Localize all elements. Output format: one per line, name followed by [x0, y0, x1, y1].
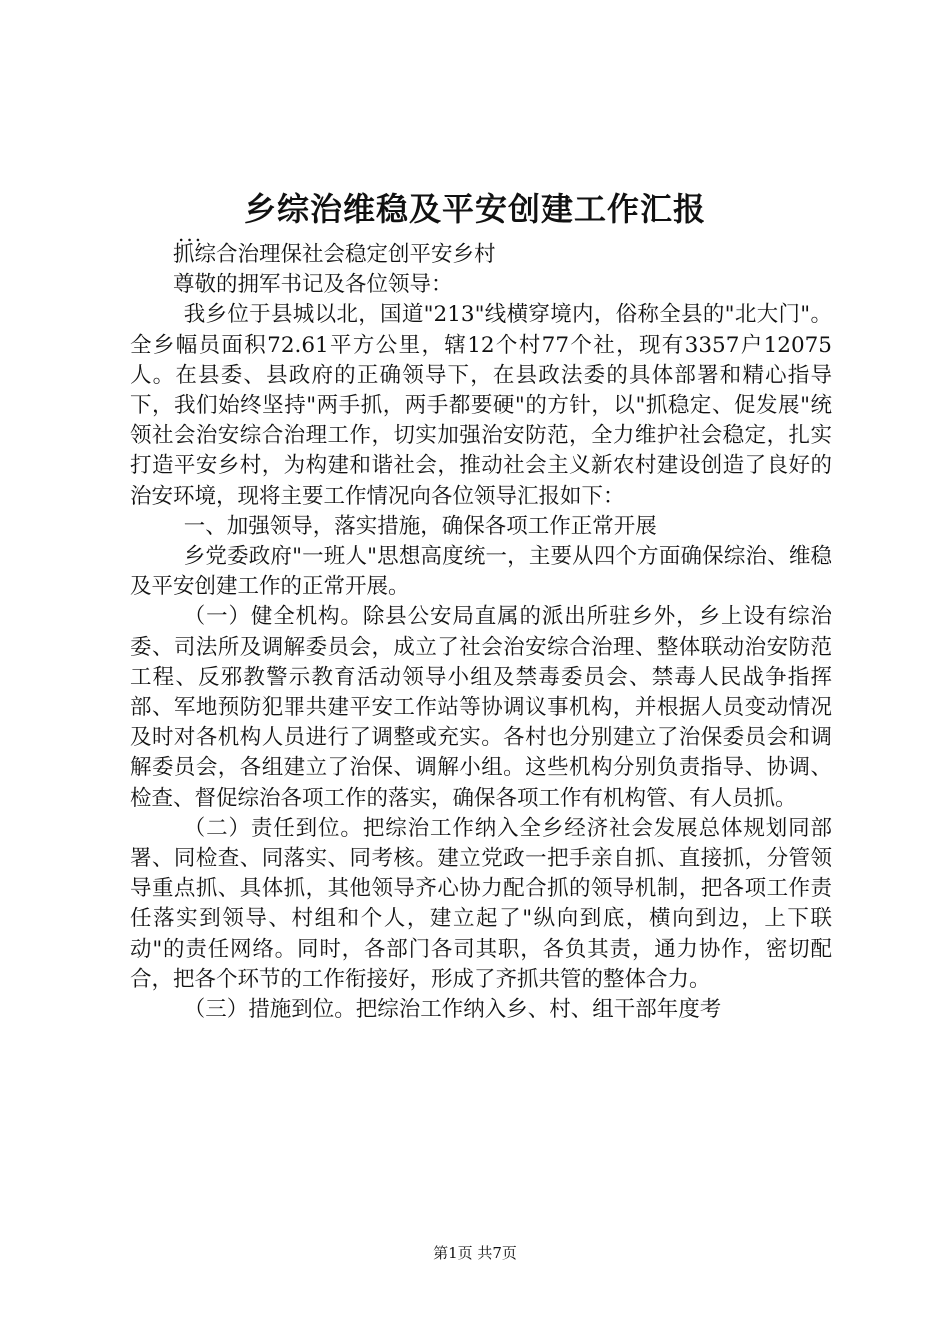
- item-paragraph-2: （二）责任到位。把综治工作纳入全乡经济社会发展总体规划同部署、同检查、同落实、同考核。建立党政一把手亲自抓、直接抓，分管领导重点抓、具体抓，其他领导齐心协力配合抓的领导机制，把各项工作责任落实到领导、村组和个人，建立起了"纵向到底，横向到边，上下联动"的责任网络。同时，各部门各司其职，各负其责，通力协作，密切配合，把各个环节的工作衔接好，形成了齐抓共管的整体合力。: [130, 815, 832, 992]
- section-heading: 一、加强领导，落实措施，确保各项工作正常开展: [183, 513, 657, 539]
- subtitle-paragraph: 抓综合治理保社会稳定创平安乡村: [173, 242, 496, 267]
- item-paragraph-3: （三）措施到位。把综治工作纳入乡、村、组干部年度考: [183, 997, 722, 1023]
- document-title: 乡综治维稳及平安创建工作汇报: [243, 190, 706, 228]
- salutation-paragraph: 尊敬的拥军书记及各位领导：: [173, 272, 453, 298]
- page-number-footer: 第1页 共7页: [433, 1244, 517, 1262]
- ellipsis-marker: ...: [178, 222, 204, 246]
- document-body: [130, 240, 832, 1025]
- item-paragraph-1: （一）健全机构。除县公安局直属的派出所驻乡外，乡上设有综治委、司法所及调解委员会，成立了社会治安综合治理、整体联动治安防范工程、反邪教警示教育活动领导小组及禁毒委员会、禁毒人民战争指挥部、军地预防犯罪共建平安工作站等协调议事机构，并根据人员变动情况及时对各机构人员进行了调整或充实。各村也分别建立了治保委员会和调解委员会，各组建立了治保、调解小组。这些机构分别负责指导、协调、检查、督促综治各项工作的落实，确保各项工作有机构管、有人员抓。: [130, 604, 832, 811]
- intro-paragraph: 我乡位于县城以北，国道"213"线横穿境内，俗称全县的"北大门"。全乡幅员面积72.61平方公里，辖12个村77个社，现有3357户12075人。在县委、县政府的正确领导下，在县政法委的具体部署和精心指导下，我们始终坚持"两手抓，两手都要硬"的方针，以"抓稳定、促发展"统领社会治安综合治理工作，切实加强治安防范，全力维护社会稳定，扎实打造平安乡村，为构建和谐社会，推动社会主义新农村建设创造了良好的治安环境，现将主要工作情况向各位领导汇报如下：: [130, 302, 832, 509]
- section-intro-paragraph: 乡党委政府"一班人"思想高度统一，主要从四个方面确保综治、维稳及平安创建工作的正常开展。: [130, 544, 832, 600]
